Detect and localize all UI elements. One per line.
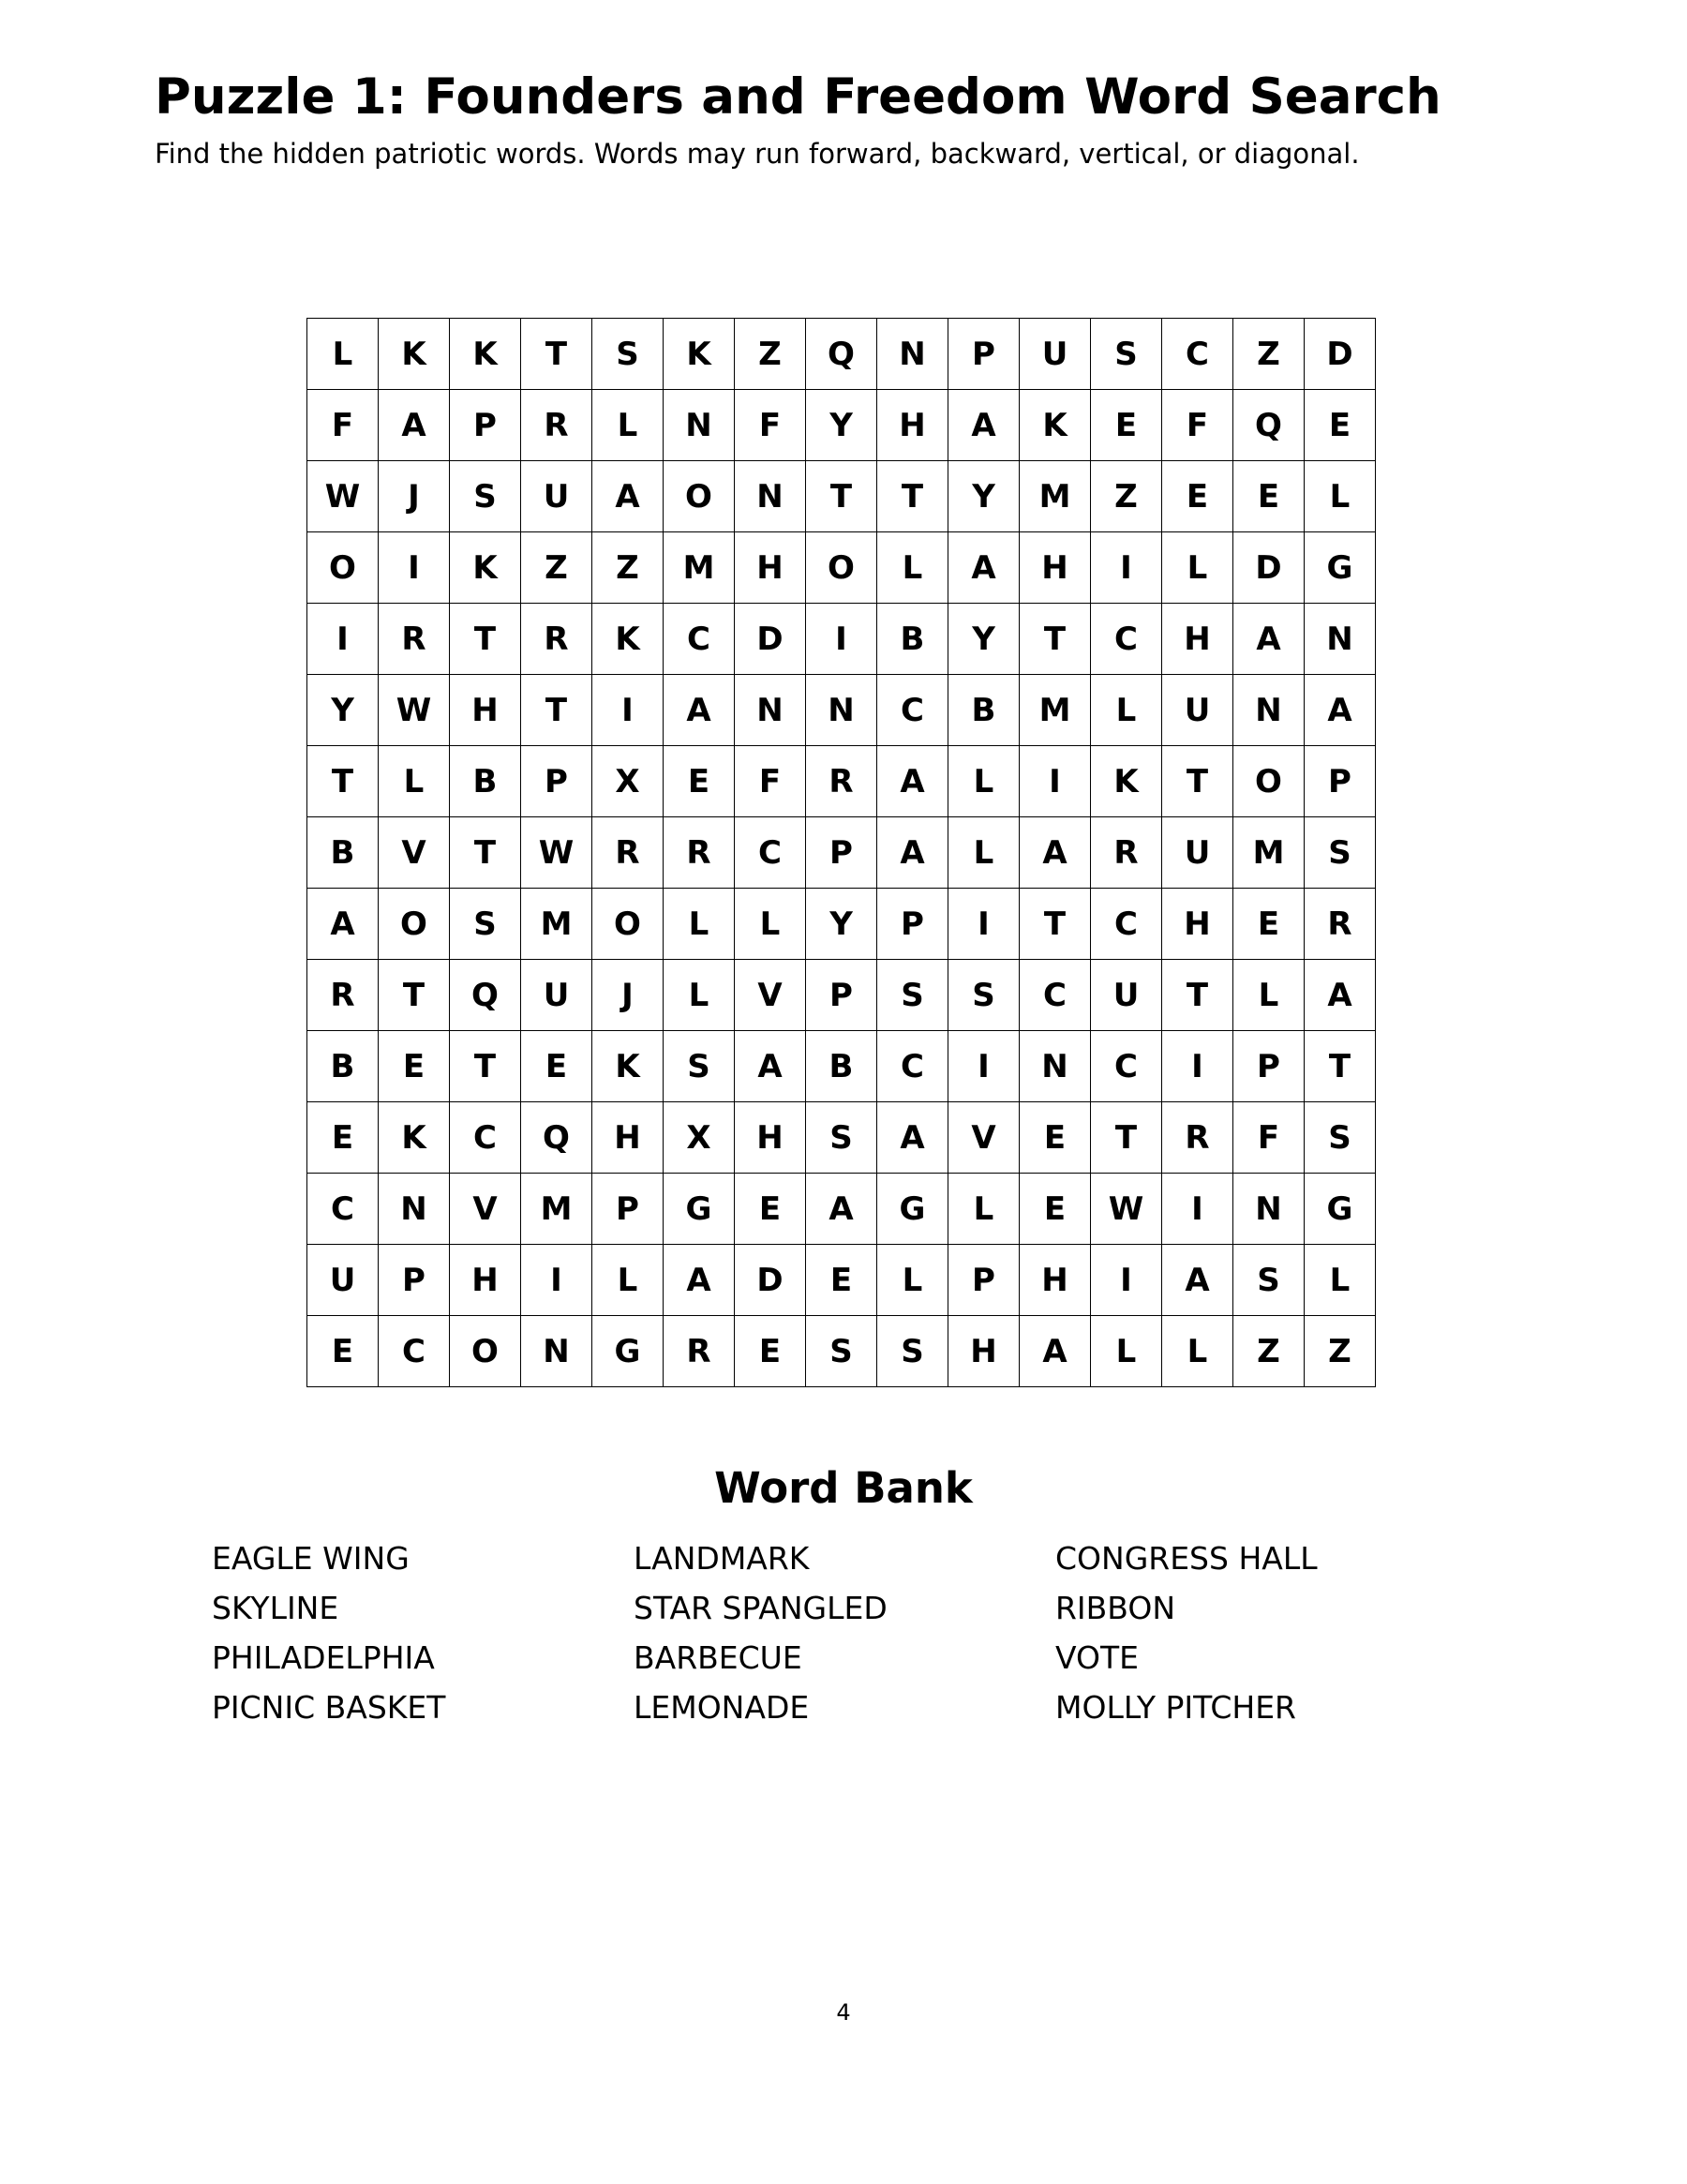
grid-cell[interactable]: V: [948, 1102, 1020, 1174]
grid-cell[interactable]: Y: [806, 390, 877, 461]
grid-cell[interactable]: T: [450, 817, 521, 889]
grid-cell[interactable]: T: [450, 1031, 521, 1102]
grid-cell[interactable]: T: [1020, 604, 1091, 675]
grid-cell[interactable]: N: [521, 1316, 592, 1387]
grid-cell[interactable]: O: [806, 532, 877, 604]
grid-cell[interactable]: E: [1233, 889, 1305, 960]
grid-cell[interactable]: H: [1162, 889, 1233, 960]
grid-cell[interactable]: U: [1020, 319, 1091, 390]
grid-cell[interactable]: I: [948, 1031, 1020, 1102]
grid-cell[interactable]: R: [664, 1316, 735, 1387]
grid-cell[interactable]: U: [521, 461, 592, 532]
grid-cell[interactable]: Q: [806, 319, 877, 390]
grid-cell[interactable]: B: [307, 817, 379, 889]
grid-cell[interactable]: F: [735, 746, 806, 817]
grid-cell[interactable]: L: [1305, 461, 1376, 532]
grid-cell[interactable]: X: [592, 746, 664, 817]
grid-cell[interactable]: U: [1091, 960, 1162, 1031]
grid-cell[interactable]: M: [521, 1174, 592, 1245]
grid-cell[interactable]: O: [307, 532, 379, 604]
grid-cell[interactable]: R: [379, 604, 450, 675]
grid-cell[interactable]: I: [948, 889, 1020, 960]
grid-row: [307, 319, 1376, 390]
grid-cell[interactable]: E: [1233, 461, 1305, 532]
word-bank-item: LEMONADE: [634, 1689, 810, 1726]
grid-cell[interactable]: R: [1305, 889, 1376, 960]
grid-cell[interactable]: T: [1162, 746, 1233, 817]
grid-cell[interactable]: J: [592, 960, 664, 1031]
grid-cell[interactable]: N: [1233, 675, 1305, 746]
grid-cell[interactable]: L: [664, 889, 735, 960]
grid-cell[interactable]: P: [948, 319, 1020, 390]
grid-row: [307, 604, 1376, 675]
grid-cell[interactable]: H: [948, 1316, 1020, 1387]
grid-cell[interactable]: U: [1162, 817, 1233, 889]
instructions: Find the hidden patriotic words. Words may run forward, backward, vertical, or diagonal.: [155, 138, 1360, 170]
grid-cell[interactable]: N: [1233, 1174, 1305, 1245]
grid-cell[interactable]: N: [806, 675, 877, 746]
grid-row: [307, 1031, 1376, 1102]
grid-cell[interactable]: V: [450, 1174, 521, 1245]
grid-cell[interactable]: A: [877, 1102, 948, 1174]
grid-cell[interactable]: C: [877, 675, 948, 746]
grid-cell[interactable]: T: [521, 319, 592, 390]
grid-cell[interactable]: Y: [948, 604, 1020, 675]
grid-cell[interactable]: S: [1233, 1245, 1305, 1316]
grid-cell[interactable]: O: [592, 889, 664, 960]
grid-cell[interactable]: K: [1020, 390, 1091, 461]
grid-row: [307, 1102, 1376, 1174]
grid-cell[interactable]: C: [1091, 604, 1162, 675]
word-bank-item: PHILADELPHIA: [212, 1639, 435, 1676]
grid-cell[interactable]: E: [806, 1245, 877, 1316]
grid-cell[interactable]: Z: [1305, 1316, 1376, 1387]
grid-cell[interactable]: N: [379, 1174, 450, 1245]
grid-cell[interactable]: H: [450, 1245, 521, 1316]
grid-cell[interactable]: I: [1162, 1031, 1233, 1102]
grid-cell[interactable]: R: [307, 960, 379, 1031]
grid-cell[interactable]: P: [877, 889, 948, 960]
grid-cell[interactable]: G: [877, 1174, 948, 1245]
grid-cell[interactable]: X: [664, 1102, 735, 1174]
word-bank-heading: Word Bank: [714, 1463, 973, 1513]
grid-cell[interactable]: N: [735, 675, 806, 746]
grid-cell[interactable]: S: [806, 1316, 877, 1387]
grid-cell[interactable]: B: [806, 1031, 877, 1102]
grid-cell[interactable]: W: [1091, 1174, 1162, 1245]
grid-cell[interactable]: A: [1305, 960, 1376, 1031]
grid-cell[interactable]: S: [1091, 319, 1162, 390]
grid-cell[interactable]: C: [735, 817, 806, 889]
page-number: 4: [836, 1999, 851, 2026]
grid-row: [307, 746, 1376, 817]
grid-cell[interactable]: Z: [1091, 461, 1162, 532]
grid-cell[interactable]: P: [592, 1174, 664, 1245]
grid-cell[interactable]: C: [664, 604, 735, 675]
grid-cell[interactable]: M: [1233, 817, 1305, 889]
grid-cell[interactable]: L: [948, 746, 1020, 817]
grid-row: [307, 390, 1376, 461]
grid-cell[interactable]: C: [1091, 1031, 1162, 1102]
grid-cell[interactable]: P: [379, 1245, 450, 1316]
grid-cell[interactable]: T: [1091, 1102, 1162, 1174]
grid-cell[interactable]: U: [1162, 675, 1233, 746]
grid-cell[interactable]: T: [1020, 889, 1091, 960]
grid-cell[interactable]: J: [379, 461, 450, 532]
grid-cell[interactable]: L: [1162, 1316, 1233, 1387]
grid-cell[interactable]: L: [592, 1245, 664, 1316]
grid-cell[interactable]: A: [1305, 675, 1376, 746]
grid-cell[interactable]: A: [664, 675, 735, 746]
grid-cell[interactable]: S: [877, 1316, 948, 1387]
grid-cell[interactable]: P: [806, 960, 877, 1031]
grid-cell[interactable]: S: [1305, 817, 1376, 889]
grid-cell[interactable]: P: [521, 746, 592, 817]
grid-row: [307, 960, 1376, 1031]
grid-cell[interactable]: I: [379, 532, 450, 604]
grid-cell[interactable]: G: [1305, 1174, 1376, 1245]
grid-cell[interactable]: H: [450, 675, 521, 746]
grid-cell[interactable]: E: [307, 1102, 379, 1174]
grid-cell[interactable]: A: [307, 889, 379, 960]
grid-cell[interactable]: D: [1305, 319, 1376, 390]
word-bank-column: [212, 1533, 624, 1732]
grid-cell[interactable]: R: [521, 390, 592, 461]
grid-cell[interactable]: R: [664, 817, 735, 889]
grid-cell[interactable]: D: [735, 604, 806, 675]
grid-cell[interactable]: Y: [307, 675, 379, 746]
grid-cell[interactable]: C: [379, 1316, 450, 1387]
grid-cell[interactable]: L: [379, 746, 450, 817]
grid-cell[interactable]: I: [1162, 1174, 1233, 1245]
grid-cell[interactable]: A: [877, 817, 948, 889]
grid-cell[interactable]: Q: [521, 1102, 592, 1174]
grid-cell[interactable]: H: [877, 390, 948, 461]
grid-cell[interactable]: A: [806, 1174, 877, 1245]
grid-cell[interactable]: S: [592, 319, 664, 390]
grid-cell[interactable]: T: [1305, 1031, 1376, 1102]
grid-row: [307, 461, 1376, 532]
grid-cell[interactable]: M: [664, 532, 735, 604]
grid-cell[interactable]: L: [877, 1245, 948, 1316]
grid-cell[interactable]: A: [877, 746, 948, 817]
grid-cell[interactable]: P: [806, 817, 877, 889]
grid-cell[interactable]: E: [1091, 390, 1162, 461]
grid-cell[interactable]: V: [379, 817, 450, 889]
grid-cell[interactable]: U: [521, 960, 592, 1031]
grid-cell[interactable]: P: [1233, 1031, 1305, 1102]
grid-cell[interactable]: R: [592, 817, 664, 889]
grid-cell[interactable]: I: [806, 604, 877, 675]
grid-cell[interactable]: O: [664, 461, 735, 532]
grid-cell[interactable]: I: [307, 604, 379, 675]
grid-cell[interactable]: S: [450, 461, 521, 532]
grid-cell[interactable]: D: [735, 1245, 806, 1316]
word-bank-item: BARBECUE: [634, 1639, 802, 1676]
grid-cell[interactable]: K: [379, 1102, 450, 1174]
grid-cell[interactable]: F: [1233, 1102, 1305, 1174]
grid-cell[interactable]: E: [664, 746, 735, 817]
grid-cell[interactable]: Z: [735, 319, 806, 390]
grid-cell[interactable]: A: [379, 390, 450, 461]
grid-cell[interactable]: L: [877, 532, 948, 604]
grid-cell[interactable]: L: [948, 1174, 1020, 1245]
grid-cell[interactable]: N: [664, 390, 735, 461]
grid-cell[interactable]: D: [1233, 532, 1305, 604]
grid-cell[interactable]: Y: [806, 889, 877, 960]
grid-cell[interactable]: H: [1020, 1245, 1091, 1316]
grid-cell[interactable]: A: [948, 390, 1020, 461]
grid-cell[interactable]: Q: [450, 960, 521, 1031]
grid-cell[interactable]: H: [592, 1102, 664, 1174]
grid-cell[interactable]: K: [450, 319, 521, 390]
grid-cell[interactable]: A: [1162, 1245, 1233, 1316]
grid-cell[interactable]: K: [450, 532, 521, 604]
grid-row: [307, 1316, 1376, 1387]
grid-cell[interactable]: S: [1305, 1102, 1376, 1174]
grid-cell[interactable]: Z: [521, 532, 592, 604]
grid-cell[interactable]: S: [664, 1031, 735, 1102]
grid-cell[interactable]: Y: [948, 461, 1020, 532]
grid-cell[interactable]: L: [1162, 532, 1233, 604]
grid-cell[interactable]: P: [1305, 746, 1376, 817]
grid-cell[interactable]: E: [1305, 390, 1376, 461]
grid-cell[interactable]: R: [1162, 1102, 1233, 1174]
word-bank-item: LANDMARK: [634, 1540, 810, 1577]
grid-cell[interactable]: T: [877, 461, 948, 532]
grid-cell[interactable]: C: [307, 1174, 379, 1245]
grid-cell[interactable]: K: [664, 319, 735, 390]
grid-cell[interactable]: F: [735, 390, 806, 461]
grid-cell[interactable]: E: [307, 1316, 379, 1387]
word-bank-item: SKYLINE: [212, 1590, 339, 1626]
grid-cell[interactable]: Q: [1233, 390, 1305, 461]
grid-cell[interactable]: L: [1305, 1245, 1376, 1316]
grid-cell[interactable]: T: [1162, 960, 1233, 1031]
grid-row: [307, 1245, 1376, 1316]
grid-cell[interactable]: R: [521, 604, 592, 675]
grid-cell[interactable]: I: [1091, 532, 1162, 604]
grid-cell[interactable]: O: [1233, 746, 1305, 817]
grid-cell[interactable]: I: [592, 675, 664, 746]
word-bank-item: VOTE: [1055, 1639, 1139, 1676]
word-bank-item: CONGRESS HALL: [1055, 1540, 1318, 1577]
grid-cell[interactable]: K: [592, 604, 664, 675]
grid-cell[interactable]: T: [806, 461, 877, 532]
grid-cell[interactable]: F: [307, 390, 379, 461]
word-bank-column: [634, 1533, 1046, 1732]
grid-cell[interactable]: H: [1162, 604, 1233, 675]
word-bank-column: [1055, 1533, 1468, 1732]
grid-cell[interactable]: T: [379, 960, 450, 1031]
grid-cell[interactable]: E: [521, 1031, 592, 1102]
page-title: Puzzle 1: Founders and Freedom Word Search: [155, 68, 1441, 126]
grid-cell[interactable]: Z: [1233, 319, 1305, 390]
grid-cell[interactable]: B: [307, 1031, 379, 1102]
grid-cell[interactable]: Z: [1233, 1316, 1305, 1387]
grid-cell[interactable]: K: [379, 319, 450, 390]
grid-row: [307, 532, 1376, 604]
grid-cell[interactable]: L: [948, 817, 1020, 889]
grid-cell[interactable]: M: [1020, 675, 1091, 746]
grid-cell[interactable]: E: [379, 1031, 450, 1102]
grid-cell[interactable]: M: [521, 889, 592, 960]
grid-cell[interactable]: S: [450, 889, 521, 960]
grid-cell[interactable]: I: [1020, 746, 1091, 817]
word-bank-item: RIBBON: [1055, 1590, 1176, 1626]
grid-cell[interactable]: L: [1091, 1316, 1162, 1387]
grid-cell[interactable]: W: [307, 461, 379, 532]
grid-cell[interactable]: T: [450, 604, 521, 675]
grid-cell[interactable]: E: [735, 1316, 806, 1387]
grid-cell[interactable]: T: [307, 746, 379, 817]
grid-cell[interactable]: R: [806, 746, 877, 817]
grid-cell[interactable]: G: [592, 1316, 664, 1387]
grid-cell[interactable]: O: [379, 889, 450, 960]
grid-cell[interactable]: A: [1020, 1316, 1091, 1387]
grid-cell[interactable]: N: [735, 461, 806, 532]
word-search-grid: [306, 318, 1376, 1387]
word-bank-item: MOLLY PITCHER: [1055, 1689, 1296, 1726]
grid-cell[interactable]: N: [1020, 1031, 1091, 1102]
grid-cell[interactable]: A: [948, 532, 1020, 604]
grid-cell[interactable]: I: [1091, 1245, 1162, 1316]
grid-cell[interactable]: R: [1091, 817, 1162, 889]
grid-cell[interactable]: P: [948, 1245, 1020, 1316]
grid-cell[interactable]: G: [664, 1174, 735, 1245]
grid-cell[interactable]: N: [877, 319, 948, 390]
grid-row: [307, 889, 1376, 960]
grid-cell[interactable]: E: [1020, 1174, 1091, 1245]
grid-cell[interactable]: A: [735, 1031, 806, 1102]
grid-cell[interactable]: L: [664, 960, 735, 1031]
grid-cell[interactable]: C: [450, 1102, 521, 1174]
grid-cell[interactable]: C: [1020, 960, 1091, 1031]
grid-cell[interactable]: U: [307, 1245, 379, 1316]
grid-cell[interactable]: E: [1162, 461, 1233, 532]
grid-cell[interactable]: C: [877, 1031, 948, 1102]
grid-cell[interactable]: Z: [592, 532, 664, 604]
grid-cell[interactable]: S: [806, 1102, 877, 1174]
grid-cell[interactable]: K: [1091, 746, 1162, 817]
grid-cell[interactable]: E: [1020, 1102, 1091, 1174]
grid-cell[interactable]: C: [1091, 889, 1162, 960]
grid-cell[interactable]: S: [877, 960, 948, 1031]
grid-cell[interactable]: B: [450, 746, 521, 817]
grid-cell[interactable]: A: [1020, 817, 1091, 889]
grid-cell[interactable]: L: [307, 319, 379, 390]
grid-cell[interactable]: L: [735, 889, 806, 960]
grid-cell[interactable]: L: [592, 390, 664, 461]
grid-cell[interactable]: F: [1162, 390, 1233, 461]
grid-cell[interactable]: G: [1305, 532, 1376, 604]
grid-cell[interactable]: C: [1162, 319, 1233, 390]
grid-cell[interactable]: I: [521, 1245, 592, 1316]
grid-cell[interactable]: M: [1020, 461, 1091, 532]
grid-cell[interactable]: P: [450, 390, 521, 461]
grid-cell[interactable]: A: [1233, 604, 1305, 675]
grid-cell[interactable]: W: [521, 817, 592, 889]
grid-cell[interactable]: A: [664, 1245, 735, 1316]
grid-cell[interactable]: H: [1020, 532, 1091, 604]
grid-row: [307, 675, 1376, 746]
grid-cell[interactable]: B: [948, 675, 1020, 746]
grid-cell[interactable]: K: [592, 1031, 664, 1102]
grid-cell[interactable]: V: [735, 960, 806, 1031]
word-bank-item: STAR SPANGLED: [634, 1590, 888, 1626]
grid-cell[interactable]: W: [379, 675, 450, 746]
grid-cell[interactable]: O: [450, 1316, 521, 1387]
word-bank-item: PICNIC BASKET: [212, 1689, 446, 1726]
grid-cell[interactable]: E: [735, 1174, 806, 1245]
grid-row: [307, 817, 1376, 889]
grid-cell[interactable]: T: [521, 675, 592, 746]
grid-cell[interactable]: S: [948, 960, 1020, 1031]
grid-cell[interactable]: L: [1233, 960, 1305, 1031]
grid-row: [307, 1174, 1376, 1245]
grid-cell[interactable]: N: [1305, 604, 1376, 675]
grid-cell[interactable]: A: [592, 461, 664, 532]
grid-cell[interactable]: B: [877, 604, 948, 675]
grid-cell[interactable]: H: [735, 532, 806, 604]
word-bank-item: EAGLE WING: [212, 1540, 410, 1577]
grid-cell[interactable]: L: [1091, 675, 1162, 746]
grid-cell[interactable]: H: [735, 1102, 806, 1174]
